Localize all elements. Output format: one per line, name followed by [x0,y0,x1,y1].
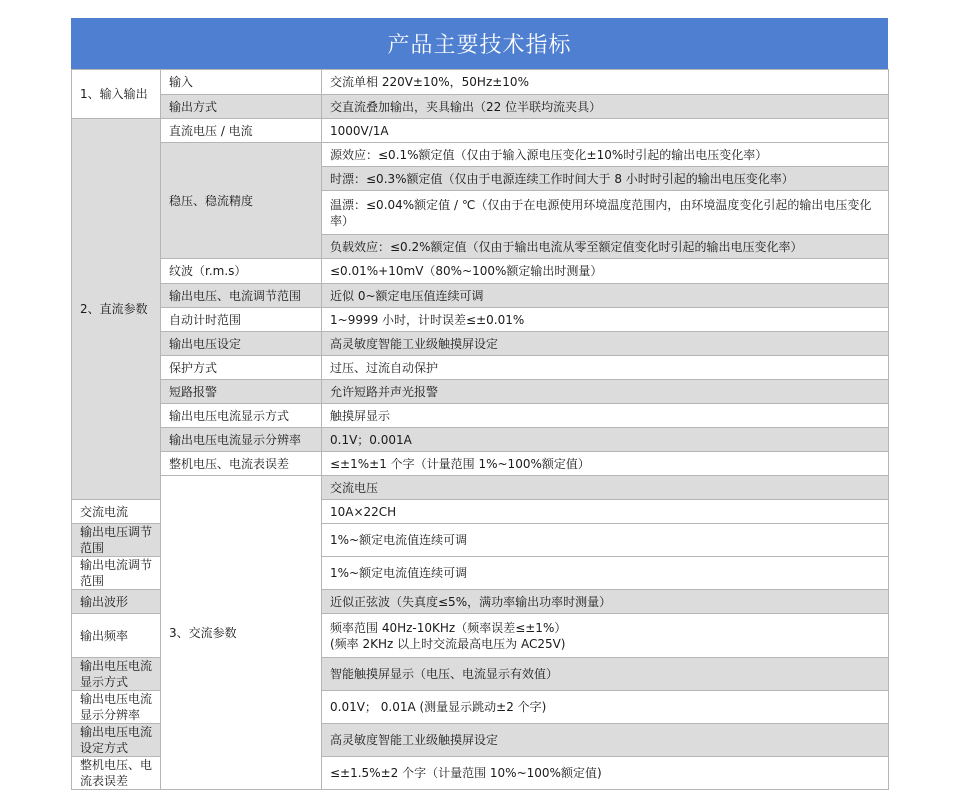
param-value: 智能触摸屏显示（电压、电流显示有效值） [322,658,889,691]
section-name: 1、输入输出 [72,70,161,119]
section-name: 3、交流参数 [161,476,322,790]
value-line: 频率范围 40Hz-10KHz（频率误差≤±1%） [330,620,567,635]
param-name: 整机电压、电流表误差 [72,757,161,790]
param-name: 短路报警 [161,380,322,404]
table-row [72,143,889,167]
param-value: 源效应：≤0.1%额定值（仅由于输入源电压变化±10%时引起的输出电压变化率） [322,143,889,167]
table-row [72,95,889,119]
table-row [72,284,889,308]
param-value: 1~9999 小时，计时误差≤±0.01% [322,308,889,332]
param-value: 1%~额定电流值连续可调 [322,557,889,590]
param-value: 0.1V；0.001A [322,428,889,452]
param-value: 交直流叠加输出，夹具输出（22 位半联均流夹具） [322,95,889,119]
param-name: 输出电压调节范围 [72,524,161,557]
table-row [72,476,889,500]
table-row [72,404,889,428]
param-name: 稳压、稳流精度 [161,143,322,259]
param-name: 输出频率 [72,614,161,658]
param-value: 允许短路并声光报警 [322,380,889,404]
param-value [322,614,889,658]
param-name: 输出电压设定 [161,332,322,356]
param-value: 交流单相 220V±10%，50Hz±10% [322,70,889,95]
table-row [72,428,889,452]
param-name: 输出电压电流显示方式 [161,404,322,428]
table-row [72,259,889,284]
param-name: 输出方式 [161,95,322,119]
param-value: ≤±1.5%±2 个字（计量范围 10%~100%额定值) [322,757,889,790]
param-value: 过压、过流自动保护 [322,356,889,380]
param-value: ≤±1%±1 个字（计量范围 1%~100%额定值） [322,452,889,476]
param-value: 高灵敏度智能工业级触摸屏设定 [322,724,889,757]
param-value: ≤0.01%+10mV（80%~100%额定输出时测量） [322,259,889,284]
value-line: (频率 2KHz 以上时交流最高电压为 AC25V) [330,636,566,651]
param-value: 触摸屏显示 [322,404,889,428]
table-row [72,308,889,332]
param-value: 近似正弦波（失真度≤5%，满功率输出功率时测量） [322,590,889,614]
param-name: 交流电流 [72,500,161,524]
param-name: 输入 [161,70,322,95]
section-name: 2、直流参数 [72,119,161,500]
table-row [72,356,889,380]
param-name: 纹波（r.m.s） [161,259,322,284]
page-title: 产品主要技术指标 [71,18,888,69]
param-name: 输出电压电流设定方式 [72,724,161,757]
param-name: 保护方式 [161,356,322,380]
table-row [72,332,889,356]
table-row [72,70,889,95]
table-row [72,380,889,404]
param-value: 时漂：≤0.3%额定值（仅由于电源连续工作时间大于 8 小时时引起的输出电压变化率） [322,167,889,191]
spec-sheet [71,18,888,790]
param-name: 输出电压、电流调节范围 [161,284,322,308]
param-name: 输出电压电流显示方式 [72,658,161,691]
table-row [72,452,889,476]
param-name: 输出电压电流显示分辨率 [72,691,161,724]
param-value: 高灵敏度智能工业级触摸屏设定 [322,332,889,356]
param-name: 输出电流调节范围 [72,557,161,590]
param-name: 输出波形 [72,590,161,614]
spec-table [71,69,889,790]
param-value: 10A×22CH [322,500,889,524]
param-value: 温漂：≤0.04%额定值 / ℃（仅由于在电源使用环境温度范围内，由环境温度变化引起的输出电压变化率） [322,191,889,235]
param-value: 负载效应：≤0.2%额定值（仅由于输出电流从零至额定值变化时引起的输出电压变化率） [322,235,889,259]
table-row [72,119,889,143]
param-name: 整机电压、电流表误差 [161,452,322,476]
param-name: 交流电压 [322,476,889,500]
param-value: 1000V/1A [322,119,889,143]
param-name: 输出电压电流显示分辨率 [161,428,322,452]
param-name: 直流电压 / 电流 [161,119,322,143]
param-value: 0.01V； 0.01A (测量显示跳动±2 个字) [322,691,889,724]
param-name: 自动计时范围 [161,308,322,332]
param-value: 1%~额定电流值连续可调 [322,524,889,557]
param-value: 近似 0~额定电压值连续可调 [322,284,889,308]
